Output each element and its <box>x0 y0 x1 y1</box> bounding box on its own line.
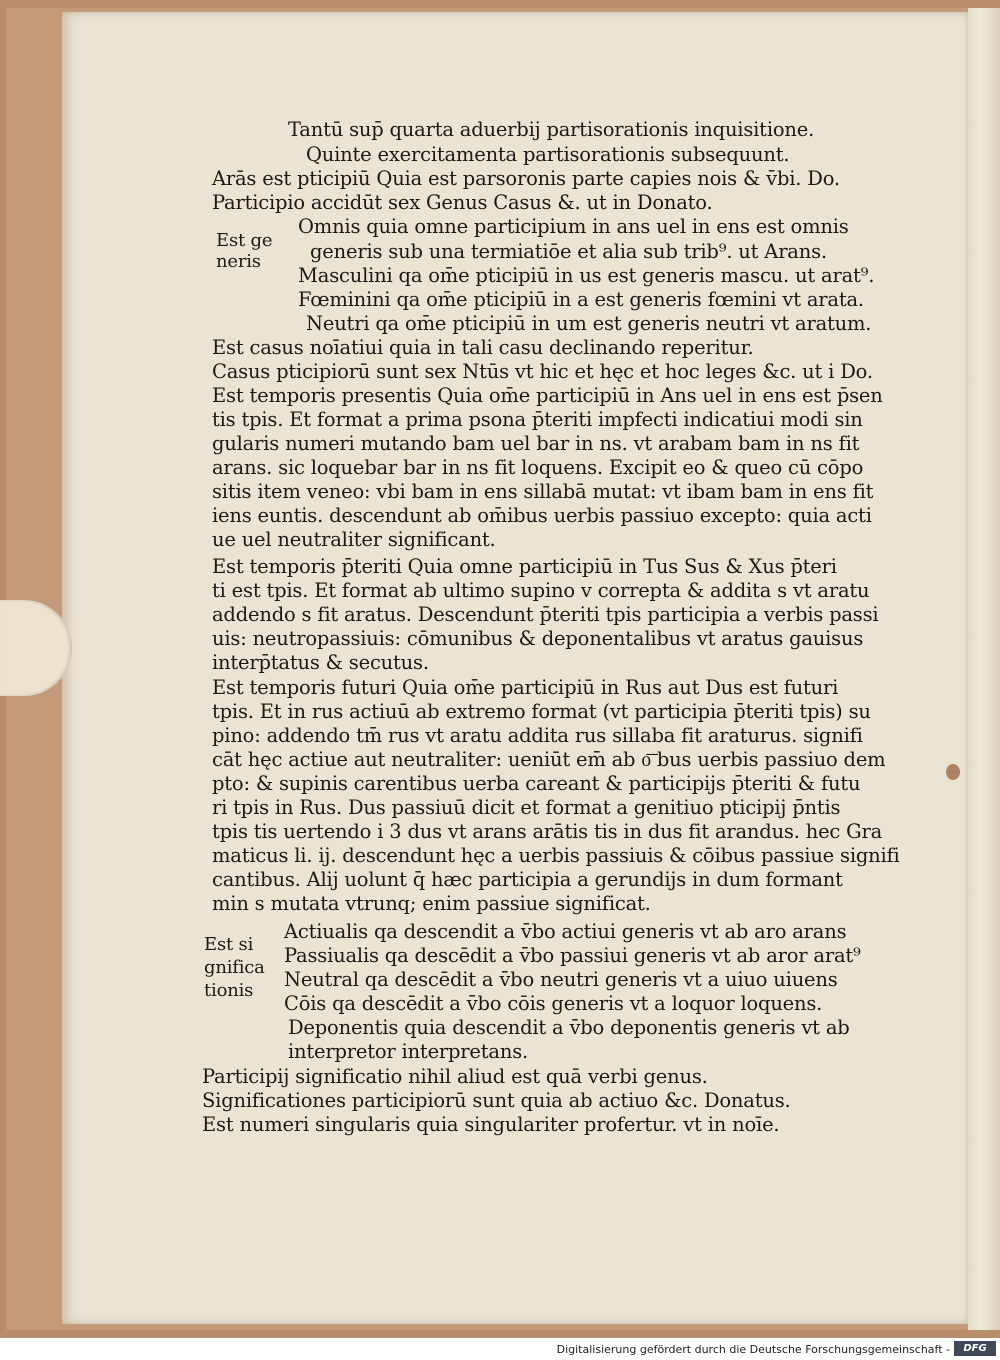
text-line: Deponentis quia descendit a v̄bo deponentis generis vt ab <box>288 1016 850 1039</box>
text-line: Significationes participiorū sunt quia ab actiuo &c. Donatus. <box>202 1089 791 1112</box>
text-line: Est temporis p̄teriti Quia omne participiū in Tus Sus & Xus p̄teri <box>212 555 837 578</box>
side-note-significatio: gnifica <box>204 957 265 978</box>
text-line: uis: neutropassiuis: cōmunibus & deponentalibus vt aratus gauisus <box>212 627 864 650</box>
text-line: gularis numeri mutando bam uel bar in ns. vt arabam bam in ns fit <box>212 432 860 455</box>
text-line: cāt hęc actiue aut neutraliter: ueniūt em̄ ab o͞ bus uerbis passiuo dem <box>212 748 886 771</box>
text-line: Passiualis qa descēdit a v̄bo passiui generis vt ab aror arat⁹ <box>284 944 861 967</box>
footer-credit: Digitalisierung gefördert durch die Deutsche Forschungsgemeinschaft - <box>556 1343 950 1356</box>
footer-bar <box>0 1338 1000 1360</box>
book-page <box>62 12 968 1324</box>
text-line: Neutral qa descēdit a v̄bo neutri generis vt a uiuo uiuens <box>284 968 838 991</box>
text-line: Masculini qa om̄e pticipiū in us est generis mascu. ut arat⁹. <box>298 264 875 287</box>
text-line: min s mutata vtrunq; enim passiue significat. <box>212 892 651 915</box>
side-note-genus: neris <box>216 251 261 272</box>
text-line: Arās est pticipiū Quia est parsoronis parte capies nois & v̄bi. Do. <box>212 167 840 190</box>
text-line: generis sub una termiatiōe et alia sub trib⁹. ut Arans. <box>310 240 827 263</box>
text-line: pino: addendo tm̄ rus vt aratu addita rus sillaba fit araturus. signifi <box>212 724 863 747</box>
text-line: tpis tis uertendo i 3 dus vt arans arātis tis in dus fit arandus. hec Gra <box>212 820 883 843</box>
text-line: ri tpis in Rus. Dus passiuū dicit et format a genitiuo pticipij p̄ntis <box>212 796 841 819</box>
text-line: interpretor interpretans. <box>288 1040 528 1063</box>
page-text <box>62 12 968 1324</box>
side-note-genus: Est ge <box>216 230 273 251</box>
text-line: arans. sic loquebar bar in ns fit loquens. Excipit eo & queo cū cōpo <box>212 456 864 479</box>
side-note-significatio: Est si <box>204 934 254 955</box>
text-line: sitis item veneo: vbi bam in ens sillabā mutat: vt ibam bam in ens fit <box>212 480 874 503</box>
text-line: Cōis qa descēdit a v̄bo cōis generis vt a loquor loquens. <box>284 992 823 1015</box>
text-line: Est casus noīatiui quia in tali casu declinando reperitur. <box>212 336 754 359</box>
text-line: Est temporis futuri Quia om̄e participiū in Rus aut Dus est futuri <box>212 676 839 699</box>
text-line: ue uel neutraliter significant. <box>212 528 496 551</box>
text-line: ti est tpis. Et format ab ultimo supino v correpta & addita s vt aratu <box>212 579 870 602</box>
text-line: Quinte exercitamenta partisorationis subsequunt. <box>306 143 790 166</box>
text-line: Casus pticipiorū sunt sex Ntūs vt hic et hęc et hoc leges &c. ut i Do. <box>212 360 873 383</box>
text-line: cantibus. Alij uolunt q̄ hæc participia a gerundijs in dum formant <box>212 868 843 891</box>
dfg-logo: DFG <box>954 1341 996 1356</box>
side-note-significatio: tionis <box>204 980 254 1001</box>
text-line: Omnis quia omne participium in ans uel in ens est omnis <box>298 215 849 238</box>
text-line: Est numeri singularis quia singulariter profertur. vt in noīe. <box>202 1113 780 1136</box>
text-line: Est temporis presentis Quia om̄e participiū in Ans uel in ens est p̄sen <box>212 384 883 407</box>
text-line: addendo s fit aratus. Descendunt p̄teriti tpis participia a verbis passi <box>212 603 879 626</box>
text-line: maticus li. ij. descendunt hęc a uerbis passiuis & cōibus passiue signifi <box>212 844 900 867</box>
text-line: Actiualis qa descendit a v̄bo actiui generis vt ab aro arans <box>284 920 847 943</box>
text-line: Tantū sup̄ quarta aduerbij partisorationis inquisitione. <box>288 118 815 141</box>
text-line: Participio accidūt sex Genus Casus &. ut in Donato. <box>212 191 713 214</box>
text-line: tpis. Et in rus actiuū ab extremo format (vt participia p̄teriti tpis) su <box>212 700 871 723</box>
text-line: interp̄tatus & secutus. <box>212 651 429 674</box>
book-spine <box>968 8 1000 1330</box>
text-line: pto: & supinis carentibus uerba careant & participijs p̄teriti & futu <box>212 772 861 795</box>
text-line: Fœminini qa om̄e pticipiū in a est generis fœmini vt arata. <box>298 288 864 311</box>
text-line: Neutri qa om̄e pticipiū in um est generis neutri vt aratum. <box>306 312 872 335</box>
text-line: iens euntis. descendunt ab om̄ibus uerbis passiuo excepto: quia acti <box>212 504 872 527</box>
text-line: tis tpis. Et format a prima psona p̄teriti impfecti indicatiui modi sin <box>212 408 863 431</box>
text-line: Participij significatio nihil aliud est quā verbi genus. <box>202 1065 708 1088</box>
